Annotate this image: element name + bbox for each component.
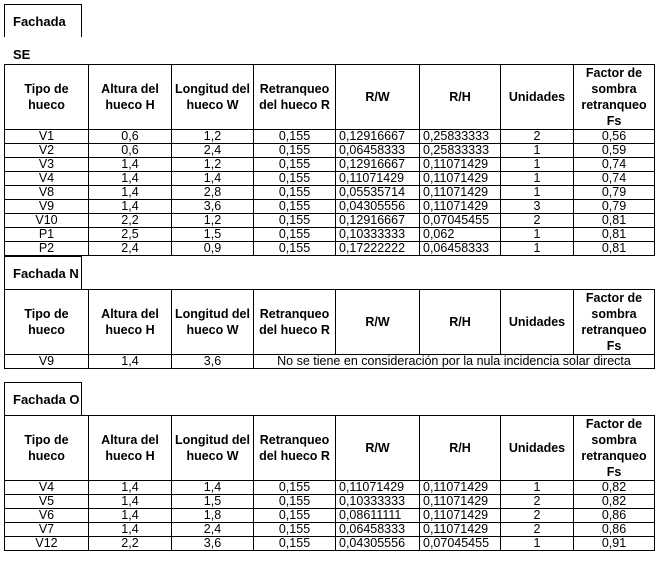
cell-rh: 0,06458333 <box>420 242 501 256</box>
table-row <box>5 537 655 551</box>
cell-rw: 0,12916667 <box>336 214 420 228</box>
cell-longitud: 1,2 <box>172 130 254 144</box>
table-row <box>5 200 655 214</box>
cell-tipo: V12 <box>5 537 89 551</box>
header-tipo: Tipo de hueco <box>5 416 89 481</box>
cell-unidades: 1 <box>501 186 574 200</box>
cell-unidades: 2 <box>501 495 574 509</box>
cell-factor: 0,74 <box>574 172 655 186</box>
cell-longitud: 1,8 <box>172 509 254 523</box>
table-row <box>5 172 655 186</box>
cell-factor: 0,86 <box>574 523 655 537</box>
cell-unidades: 1 <box>501 242 574 256</box>
cell-rh: 0,11071429 <box>420 158 501 172</box>
cell-altura: 1,4 <box>89 355 172 369</box>
cell-longitud: 2,8 <box>172 186 254 200</box>
cell-unidades: 1 <box>501 228 574 242</box>
cell-rh: 0,11071429 <box>420 495 501 509</box>
cell-rh: 0,07045455 <box>420 214 501 228</box>
cell-tipo: V9 <box>5 200 89 214</box>
table-row <box>5 355 655 369</box>
cell-rw: 0,11071429 <box>336 481 420 495</box>
section-title: Fachada O <box>4 382 82 415</box>
cell-unidades: 3 <box>501 200 574 214</box>
header-row <box>5 65 655 130</box>
cell-longitud: 1,2 <box>172 158 254 172</box>
header-rw: R/W <box>336 416 420 481</box>
cell-factor: 0,81 <box>574 214 655 228</box>
table-row <box>5 242 655 256</box>
cell-retranqueo: 0,155 <box>254 509 336 523</box>
cell-factor: 0,79 <box>574 186 655 200</box>
cell-factor: 0,81 <box>574 228 655 242</box>
cell-rh: 0,25833333 <box>420 144 501 158</box>
cell-tipo: P2 <box>5 242 89 256</box>
cell-factor: 0,79 <box>574 200 655 214</box>
cell-factor: 0,59 <box>574 144 655 158</box>
header-rw: R/W <box>336 290 420 355</box>
cell-factor: 0,56 <box>574 130 655 144</box>
cell-tipo: V4 <box>5 481 89 495</box>
cell-unidades: 2 <box>501 509 574 523</box>
cell-rh: 0,11071429 <box>420 509 501 523</box>
cell-retranqueo: 0,155 <box>254 228 336 242</box>
header-tipo: Tipo de hueco <box>5 65 89 130</box>
cell-rw: 0,04305556 <box>336 200 420 214</box>
table-fachada-o <box>4 415 655 551</box>
header-factor: Factor de sombra retranqueo Fs <box>574 65 655 130</box>
cell-tipo: V8 <box>5 186 89 200</box>
cell-factor: 0,81 <box>574 242 655 256</box>
cell-retranqueo: 0,155 <box>254 537 336 551</box>
header-row <box>5 416 655 481</box>
cell-rh: 0,11071429 <box>420 523 501 537</box>
section-fachada-n <box>4 256 655 369</box>
cell-retranqueo: 0,155 <box>254 495 336 509</box>
header-longitud: Longitud del hueco W <box>172 65 254 130</box>
cell-longitud: 1,4 <box>172 172 254 186</box>
header-altura: Altura del hueco H <box>89 416 172 481</box>
cell-rw: 0,08611111 <box>336 509 420 523</box>
header-rh: R/H <box>420 65 501 130</box>
table-row <box>5 186 655 200</box>
cell-unidades: 1 <box>501 144 574 158</box>
cell-retranqueo: 0,155 <box>254 158 336 172</box>
cell-rw: 0,05535714 <box>336 186 420 200</box>
cell-rh: 0,11071429 <box>420 481 501 495</box>
note-cell: No se tiene en consideración por la nula incidencia solar directa <box>254 355 655 369</box>
cell-retranqueo: 0,155 <box>254 481 336 495</box>
cell-altura: 1,4 <box>89 186 172 200</box>
table-row <box>5 228 655 242</box>
header-altura: Altura del hueco H <box>89 290 172 355</box>
table-row <box>5 214 655 228</box>
header-rw: R/W <box>336 65 420 130</box>
table-row <box>5 130 655 144</box>
header-longitud: Longitud del hueco W <box>172 416 254 481</box>
cell-rw: 0,12916667 <box>336 130 420 144</box>
section-title: Fachada SE <box>4 4 82 37</box>
cell-altura: 2,2 <box>89 537 172 551</box>
cell-altura: 2,4 <box>89 242 172 256</box>
header-factor: Factor de sombra retranqueo Fs <box>574 290 655 355</box>
table-fachada-se <box>4 64 655 256</box>
cell-longitud: 1,4 <box>172 481 254 495</box>
header-unidades: Unidades <box>501 416 574 481</box>
cell-tipo: V3 <box>5 158 89 172</box>
cell-rh: 0,11071429 <box>420 200 501 214</box>
cell-altura: 1,4 <box>89 495 172 509</box>
table-row <box>5 523 655 537</box>
cell-retranqueo: 0,155 <box>254 186 336 200</box>
cell-rw: 0,12916667 <box>336 158 420 172</box>
header-tipo: Tipo de hueco <box>5 290 89 355</box>
cell-factor: 0,82 <box>574 495 655 509</box>
cell-longitud: 1,2 <box>172 214 254 228</box>
cell-longitud: 1,5 <box>172 228 254 242</box>
table-row <box>5 509 655 523</box>
cell-altura: 1,4 <box>89 158 172 172</box>
cell-longitud: 2,4 <box>172 144 254 158</box>
header-rh: R/H <box>420 416 501 481</box>
cell-rw: 0,17222222 <box>336 242 420 256</box>
header-unidades: Unidades <box>501 65 574 130</box>
cell-rh: 0,07045455 <box>420 537 501 551</box>
cell-longitud: 3,6 <box>172 537 254 551</box>
header-factor: Factor de sombra retranqueo Fs <box>574 416 655 481</box>
cell-tipo: V6 <box>5 509 89 523</box>
cell-rh: 0,11071429 <box>420 172 501 186</box>
section-fachada-se <box>4 4 655 256</box>
header-retranqueo: Retranqueo del hueco R <box>254 416 336 481</box>
table-fachada-n <box>4 289 655 369</box>
cell-retranqueo: 0,155 <box>254 130 336 144</box>
cell-altura: 0,6 <box>89 144 172 158</box>
cell-unidades: 1 <box>501 537 574 551</box>
cell-unidades: 1 <box>501 172 574 186</box>
cell-longitud: 2,4 <box>172 523 254 537</box>
table-row <box>5 481 655 495</box>
cell-tipo: V2 <box>5 144 89 158</box>
cell-retranqueo: 0,155 <box>254 172 336 186</box>
cell-altura: 1,4 <box>89 481 172 495</box>
cell-retranqueo: 0,155 <box>254 200 336 214</box>
cell-unidades: 1 <box>501 158 574 172</box>
cell-longitud: 3,6 <box>172 355 254 369</box>
cell-tipo: V9 <box>5 355 89 369</box>
cell-tipo: V7 <box>5 523 89 537</box>
cell-tipo: V1 <box>5 130 89 144</box>
cell-unidades: 2 <box>501 523 574 537</box>
header-row <box>5 290 655 355</box>
cell-rw: 0,06458333 <box>336 523 420 537</box>
cell-rw: 0,10333333 <box>336 228 420 242</box>
cell-longitud: 3,6 <box>172 200 254 214</box>
cell-longitud: 1,5 <box>172 495 254 509</box>
cell-rw: 0,11071429 <box>336 172 420 186</box>
cell-altura: 2,2 <box>89 214 172 228</box>
cell-altura: 1,4 <box>89 200 172 214</box>
cell-altura: 0,6 <box>89 130 172 144</box>
cell-altura: 2,5 <box>89 228 172 242</box>
cell-rw: 0,10333333 <box>336 495 420 509</box>
cell-tipo: V4 <box>5 172 89 186</box>
section-title: Fachada N <box>4 256 82 289</box>
cell-unidades: 1 <box>501 481 574 495</box>
cell-tipo: V5 <box>5 495 89 509</box>
header-retranqueo: Retranqueo del hueco R <box>254 65 336 130</box>
cell-altura: 1,4 <box>89 523 172 537</box>
header-longitud: Longitud del hueco W <box>172 290 254 355</box>
cell-altura: 1,4 <box>89 509 172 523</box>
header-retranqueo: Retranqueo del hueco R <box>254 290 336 355</box>
cell-tipo: P1 <box>5 228 89 242</box>
cell-factor: 0,82 <box>574 481 655 495</box>
cell-unidades: 2 <box>501 130 574 144</box>
cell-altura: 1,4 <box>89 172 172 186</box>
cell-factor: 0,74 <box>574 158 655 172</box>
cell-retranqueo: 0,155 <box>254 144 336 158</box>
cell-rh: 0,25833333 <box>420 130 501 144</box>
table-row <box>5 144 655 158</box>
header-unidades: Unidades <box>501 290 574 355</box>
header-altura: Altura del hueco H <box>89 65 172 130</box>
cell-rw: 0,06458333 <box>336 144 420 158</box>
table-row <box>5 158 655 172</box>
cell-retranqueo: 0,155 <box>254 214 336 228</box>
cell-rw: 0,04305556 <box>336 537 420 551</box>
table-row <box>5 495 655 509</box>
cell-retranqueo: 0,155 <box>254 242 336 256</box>
cell-longitud: 0,9 <box>172 242 254 256</box>
cell-rh: 0,062 <box>420 228 501 242</box>
section-fachada-o <box>4 382 655 551</box>
cell-factor: 0,86 <box>574 509 655 523</box>
cell-tipo: V10 <box>5 214 89 228</box>
cell-rh: 0,11071429 <box>420 186 501 200</box>
cell-factor: 0,91 <box>574 537 655 551</box>
header-rh: R/H <box>420 290 501 355</box>
cell-retranqueo: 0,155 <box>254 523 336 537</box>
cell-unidades: 2 <box>501 214 574 228</box>
